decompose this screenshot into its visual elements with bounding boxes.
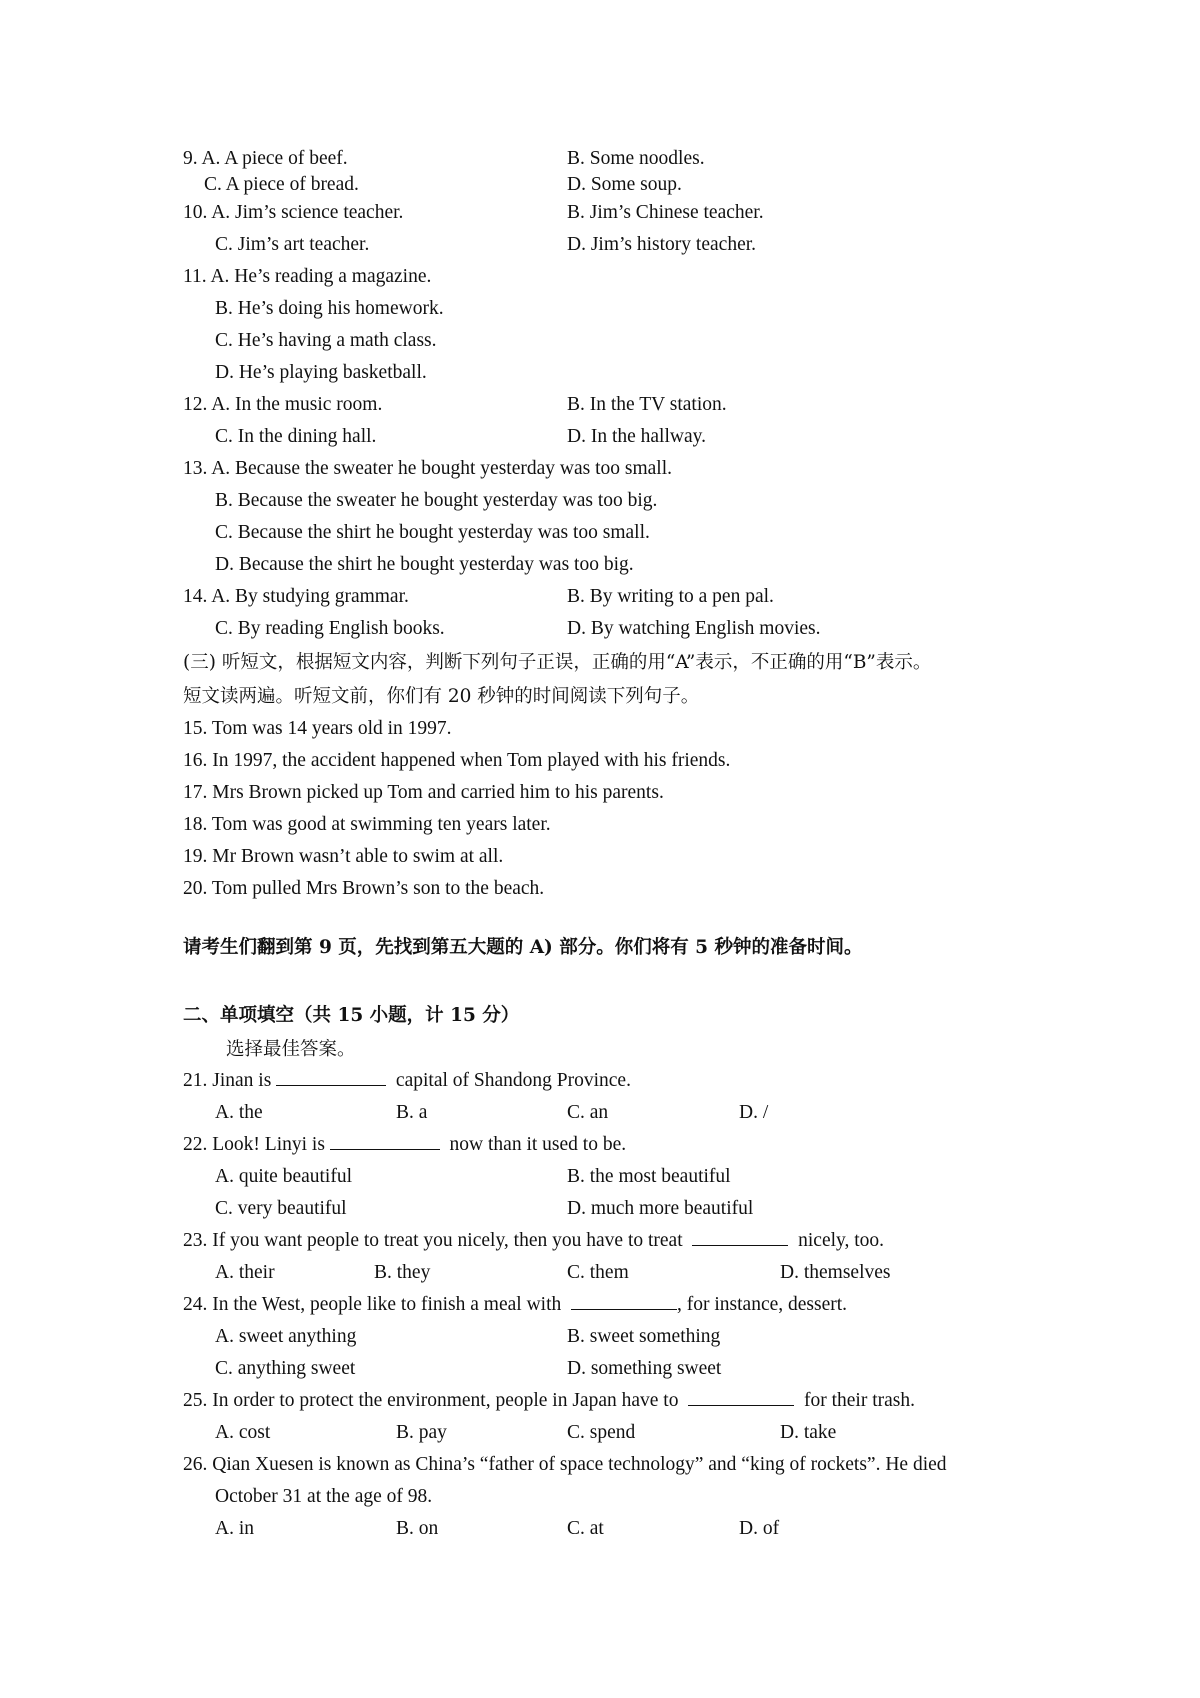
statement-16: 16. In 1997, the accident happened when Tom played with his friends. [183,750,731,771]
q26-stem-line1: 26. Qian Xuesen is known as China’s “father of space technology” and “king of rockets”. He died [183,1454,947,1475]
q14-option-d: D. By watching English movies. [567,618,821,639]
q13-option-d: D. Because the shirt he bought yesterday was too big. [215,554,634,575]
q13-option-a: 13. A. Because the sweater he bought yesterday was too small. [183,458,673,479]
q21-stem: 21. Jinan is capital of Shandong Province. [183,1070,631,1091]
q12-option-a: 12. A. In the music room. [183,394,383,415]
q10-number: 10. [183,202,208,223]
q11-number: 11. [183,266,207,287]
part2-title: 二、单项填空（共 15 小题，计 15 分） [183,1005,520,1026]
q26-option-d: D. of [739,1518,780,1539]
q14-option-a: 14. A. By studying grammar. [183,586,409,607]
q13-number: 13. [183,458,208,479]
q10-option-b: B. Jim’s Chinese teacher. [567,202,764,223]
q12-option-b: B. In the TV station. [567,394,727,415]
q23-option-d: D. themselves [780,1262,891,1283]
q14-option-b: B. By writing to a pen pal. [567,586,774,607]
q23-option-b: B. they [374,1262,431,1283]
q24-option-d: D. something sweet [567,1358,722,1379]
q9-option-c: C. A piece of bread. [204,174,359,195]
q12-number: 12. [183,394,208,415]
q23-option-c: C. them [567,1262,629,1283]
q9-option-d: D. Some soup. [567,174,682,195]
q9-option-a: 9. A. A piece of beef. [183,148,348,169]
q10-option-a: 10. A. Jim’s science teacher. [183,202,404,223]
q25-option-d: D. take [780,1422,837,1443]
section3-instruction-line2: 短文读两遍。听短文前，你们有 20 秒钟的时间阅读下列句子。 [183,686,700,707]
q11-option-b: B. He’s doing his homework. [215,298,444,319]
q22-option-c: C. very beautiful [215,1198,347,1219]
q24-option-a: A. sweet anything [215,1326,357,1347]
q9-option-b: B. Some noodles. [567,148,705,169]
q25-option-c: C. spend [567,1422,636,1443]
statement-17: 17. Mrs Brown picked up Tom and carried him to his parents. [183,782,664,803]
q14-number: 14. [183,586,208,607]
q22-stem: 22. Look! Linyi is now than it used to be. [183,1134,627,1155]
statement-20: 20. Tom pulled Mrs Brown’s son to the beach. [183,878,545,899]
answer-blank [276,1069,386,1086]
q22-option-b: B. the most beautiful [567,1166,731,1187]
q12-option-c: C. In the dining hall. [215,426,377,447]
page-turn-notice: 请考生们翻到第 9 页，先找到第五大题的 A) 部分。你们将有 5 秒钟的准备时间。 [183,937,863,958]
q23-option-a: A. their [215,1262,275,1283]
q9-number: 9. [183,148,198,169]
q21-option-a: A. the [215,1102,263,1123]
q26-stem-line2: October 31 at the age of 98. [215,1486,433,1507]
q13-option-b: B. Because the sweater he bought yesterday was too big. [215,490,658,511]
section3-instruction-line1: (三) 听短文，根据短文内容，判断下列句子正误，正确的用“A”表示，不正确的用“B”表示。 [183,652,932,673]
q24-option-b: B. sweet something [567,1326,721,1347]
q11-option-c: C. He’s having a math class. [215,330,437,351]
part2-instruction: 选择最佳答案。 [226,1039,356,1060]
q12-option-d: D. In the hallway. [567,426,706,447]
q24-stem: 24. In the West, people like to finish a meal with , for instance, dessert. [183,1294,848,1315]
q11-option-d: D. He’s playing basketball. [215,362,427,383]
q10-option-d: D. Jim’s history teacher. [567,234,757,255]
answer-blank [330,1133,440,1150]
answer-blank [688,1389,794,1406]
q14-option-c: C. By reading English books. [215,618,445,639]
answer-blank [571,1293,677,1310]
answer-blank [692,1229,788,1246]
q21-option-c: C. an [567,1102,609,1123]
q25-stem: 25. In order to protect the environment, people in Japan have to for their trash. [183,1390,915,1411]
q23-stem: 23. If you want people to treat you nicely, then you have to treat nicely, too. [183,1230,885,1251]
statement-15: 15. Tom was 14 years old in 1997. [183,718,452,739]
q22-option-a: A. quite beautiful [215,1166,353,1187]
q25-option-a: A. cost [215,1422,271,1443]
q25-option-b: B. pay [396,1422,447,1443]
q10-option-c: C. Jim’s art teacher. [215,234,370,255]
q13-option-c: C. Because the shirt he bought yesterday was too small. [215,522,650,543]
q22-option-d: D. much more beautiful [567,1198,754,1219]
q21-option-d: D. / [739,1102,769,1123]
q11-option-a: 11. A. He’s reading a magazine. [183,266,432,287]
q24-option-c: C. anything sweet [215,1358,356,1379]
statement-19: 19. Mr Brown wasn’t able to swim at all. [183,846,504,867]
q26-option-a: A. in [215,1518,254,1539]
q21-option-b: B. a [396,1102,428,1123]
q26-option-b: B. on [396,1518,439,1539]
q26-option-c: C. at [567,1518,604,1539]
statement-18: 18. Tom was good at swimming ten years later. [183,814,551,835]
